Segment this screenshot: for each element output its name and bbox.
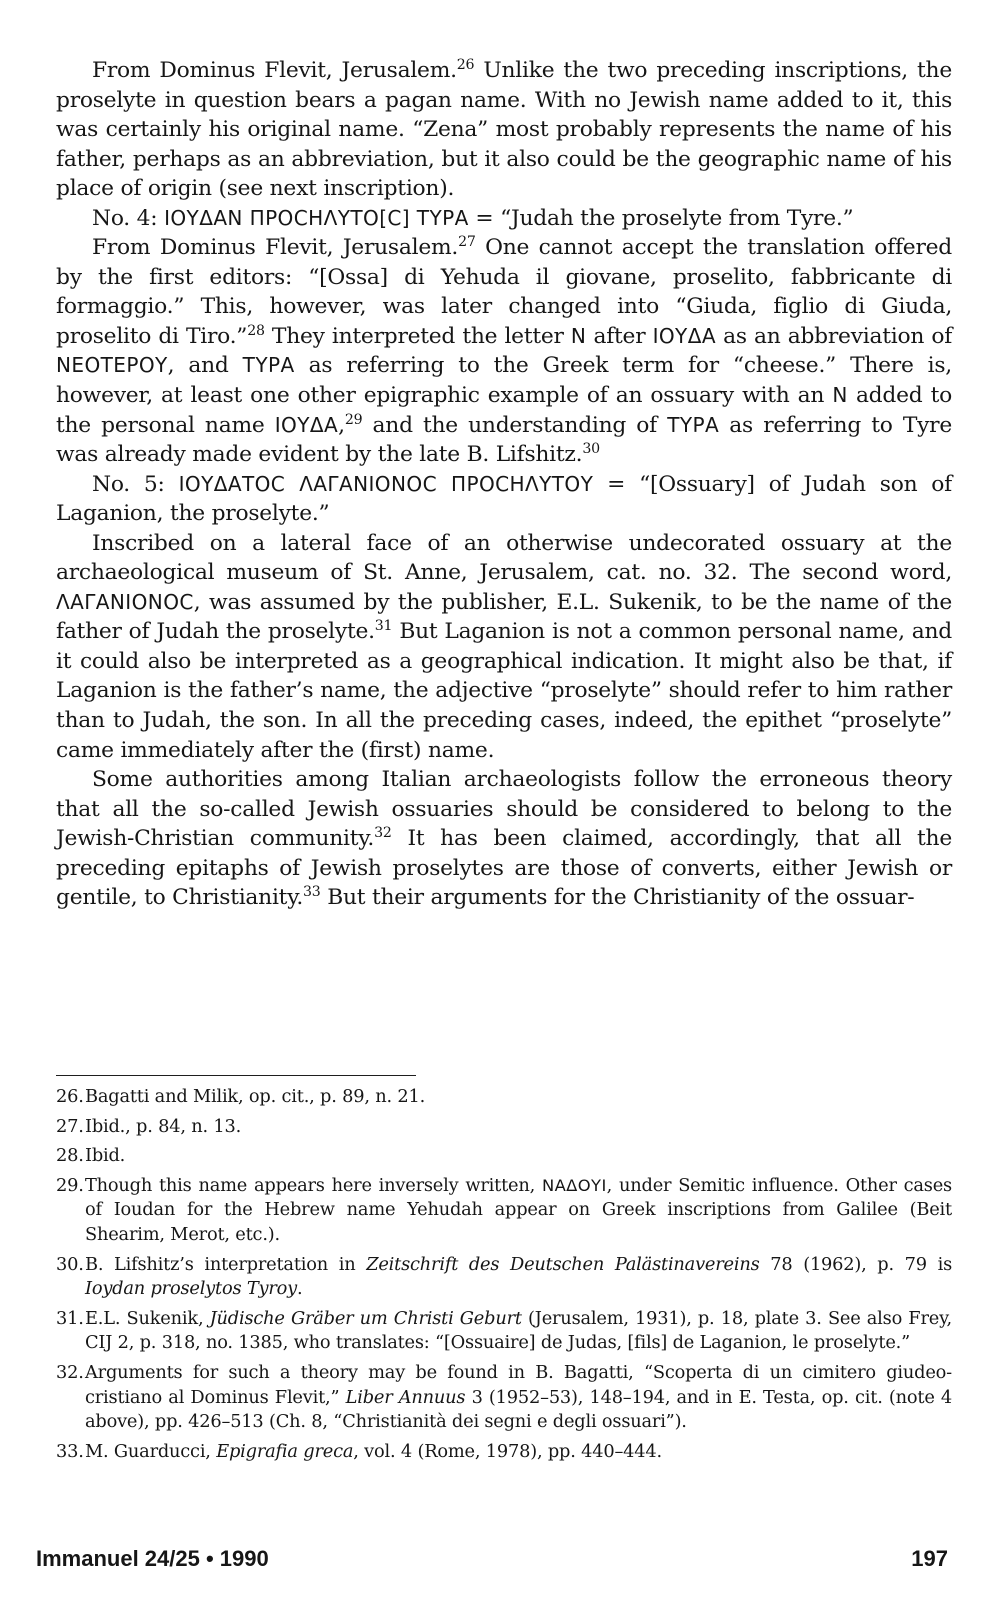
footnote-number: 29. xyxy=(56,1174,84,1196)
book-title: Epigrafia greca xyxy=(216,1440,354,1462)
greek-word: ΤΥΡΑ xyxy=(242,353,295,378)
footnote-27 xyxy=(56,1115,952,1140)
footnote-number: 31. xyxy=(56,1307,84,1329)
footnote-number: 26. xyxy=(56,1086,84,1107)
footnote-text: E.L. Sukenik, Jüdische Gräber um Christi Geburt (Jerusalem, 1931), p. 18, plate 3. See also Frey, CIJ 2, p. 318, no. 1385, who translates: “[Ossuaire] de Judas, [fils] de Laganion, le proselyte.” xyxy=(85,1307,953,1354)
footnote-number: 27. xyxy=(56,1115,84,1137)
journal-title: Zeitschrift des Deutschen Palästinavereins xyxy=(366,1253,760,1275)
footnote-number: 33. xyxy=(56,1440,84,1462)
footnote-30 xyxy=(56,1253,952,1302)
paragraph-dominus-flevit-zena: From Dominus Flevit, Jerusalem.$^{26}$ Unlike the two preceding inscriptions, the proselyte in question bears a pagan name. With no Jewish name added to it, this was certainly his original name. “Zena” most probably represents the name of his father, perhaps as an abbreviation, but it also could be the geographic name of his place of origin (see next inscription). xyxy=(56,57,952,202)
body-text xyxy=(56,56,952,913)
footnote-number: 32. xyxy=(56,1361,84,1383)
footnote-ref-26: 26 xyxy=(456,57,475,74)
cited-phrase: Ioydan proselytos Tyroy xyxy=(85,1278,298,1300)
greek-word: ΝΑΔΟΥΙ xyxy=(541,1175,607,1195)
footnote-ref-32: 32 xyxy=(374,825,392,842)
footnote-ref-33: 33 xyxy=(303,884,321,901)
greek-word: ΙΟΥΔΑ xyxy=(274,412,339,437)
footnote-text: Arguments for such a theory may be found in B. Bagatti, “Scoperta di un cimitero giudeo-cristiano al Dominus Flevit,” Liber Annuus 3 (1952–53), 148–194, and in E. Testa, op. cit. (note 4 above), pp. 426–513 (Ch. 8, “Christianità dei segni e degli ossuari”). xyxy=(85,1361,952,1433)
footnote-text: Though this name appears here inversely written, ΝΑΔΟΥΙ, under Semitic influence. Other cases of Ioudan for the Hebrew name Yehudah appear on Greek inscriptions from Galilee (Beit Shearim, Merot, etc.). xyxy=(85,1174,952,1245)
footnote-number: 30. xyxy=(56,1253,84,1275)
journal-title: Liber Annuus xyxy=(345,1386,466,1408)
footnote-31 xyxy=(56,1307,952,1356)
paragraph-st-anne-ossuary: Inscribed on a lateral face of an otherwise undecorated ossuary at the archaeological museum of St. Anne, Jerusalem, cat. no. 32. The second word, ΛΑΓΑΝΙΟΝΟϹ, was assumed by the publisher, E.L. Sukenik, to be the name of the father of Judah the proselyte.$^{31}$ But Laganion is not a common personal name, and it could also be interpreted as a geographical indication. It might also be that, if Laganion is the father’s name, the adjective “proselyte” should refer to him rather than to Judah, the son. In all the preceding cases, indeed, the epithet “proselyte” came immediately after the (first) name. xyxy=(56,530,952,763)
footnote-29 xyxy=(56,1174,952,1248)
inscription-no-4: No. 4: ΙΟΥΔΑΝ ΠΡΟϹΗΛΥΤΟ[Ϲ] ΤΥΡΑ = “Judah the proselyte from Tyre.” xyxy=(92,205,854,231)
greek-word: ΝΕΟΤΕΡΟΥ xyxy=(56,353,168,378)
footnotes xyxy=(56,1085,952,1469)
inscription-no-5: No. 5: ΙΟΥΔΑΤΟϹ ΛΑΓΑΝΙΟΝΟϹ ΠΡΟϹΗΛΥΤΟΥ = “[Ossuary] of Judah son of Laganion, the proselyte.” xyxy=(56,471,952,527)
footnote-divider xyxy=(56,1075,416,1076)
page-footer xyxy=(36,1546,948,1572)
greek-word: ΙΟΥΔΑ xyxy=(652,323,716,348)
book-title: Jüdische Gräber um Christi Geburt xyxy=(209,1307,522,1329)
footnote-text: Ibid. xyxy=(85,1145,126,1167)
footnote-ref-30: 30 xyxy=(582,441,600,458)
footnote-28 xyxy=(56,1144,952,1169)
greek-word: ΤΥΡΑ xyxy=(667,412,720,437)
footnote-ref-29: 29 xyxy=(344,411,363,428)
greek-inscription-no-5: ΙΟΥΔΑΤΟϹ ΛΑΓΑΝΙΟΝΟϹ ΠΡΟϹΗΛΥΤΟΥ xyxy=(178,471,594,496)
footnote-text: Ibid., p. 84, n. 13. xyxy=(85,1115,242,1137)
greek-word: ΛΑΓΑΝΙΟΝΟϹ xyxy=(56,589,194,614)
page-number: 197 xyxy=(911,1546,948,1571)
greek-letter: Ν xyxy=(570,323,587,348)
footnote-33 xyxy=(56,1440,952,1465)
paragraph-italian-archaeologists: Some authorities among Italian archaeologists follow the erroneous theory that all the so-called Jewish ossuaries should be considered to belong to the Jewish-Christian community.$^{32}$ It has been claimed, accordingly, that all the preceding epitaphs of Jewish proselytes are those of converts, either Jewish or gentile, to Christianity.$^{33}$ But their arguments for the Christianity of the ossuar- xyxy=(56,767,952,911)
journal-citation: Immanuel 24/25 • 1990 xyxy=(36,1546,269,1571)
footnote-ref-28: 28 xyxy=(247,323,265,340)
paragraph-translation-discussion: From Dominus Flevit, Jerusalem.$^{27}$ One cannot accept the translation offered by the first editors: “[Ossa] di Yehuda il giovane, proselito, fabbricante di formaggio.” This, however, was later changed into “Giuda, figlio di Giuda, proselito di Tiro.”$^{28}$ They interpreted the letter Ν after ΙΟΥΔΑ as an abbreviation of ΝΕΟΤΕΡΟΥ, and ΤΥΡΑ as referring to the Greek term for “cheese.” There is, however, at least one other epigraphic example of an ossuary with an Ν added to the personal name ΙΟΥΔΑ,$^{29}$ and the understanding of ΤΥΡΑ as referring to Tyre was already made evident by the late B. Lifshitz.$^{30}$ xyxy=(56,234,953,468)
greek-inscription-no-4: ΙΟΥΔΑΝ ΠΡΟϹΗΛΥΤΟ[Ϲ] ΤΥΡΑ xyxy=(164,205,469,230)
footnote-text: Bagatti and Milik, op. cit., p. 89, n. 21. xyxy=(85,1086,426,1107)
footnote-26 xyxy=(56,1085,952,1110)
footnote-32 xyxy=(56,1361,952,1435)
footnote-ref-27: 27 xyxy=(458,234,476,251)
greek-letter: Ν xyxy=(832,383,848,408)
footnote-number: 28. xyxy=(56,1145,84,1167)
footnote-text: B. Lifshitz’s interpretation in Zeitschrift des Deutschen Palästinavereins 78 (1962), p. 79 is Ioydan proselytos Tyroy. xyxy=(85,1253,952,1300)
footnote-ref-31: 31 xyxy=(374,618,393,635)
footnote-text: M. Guarducci, Epigrafia greca, vol. 4 (Rome, 1978), pp. 440–444. xyxy=(85,1440,662,1462)
